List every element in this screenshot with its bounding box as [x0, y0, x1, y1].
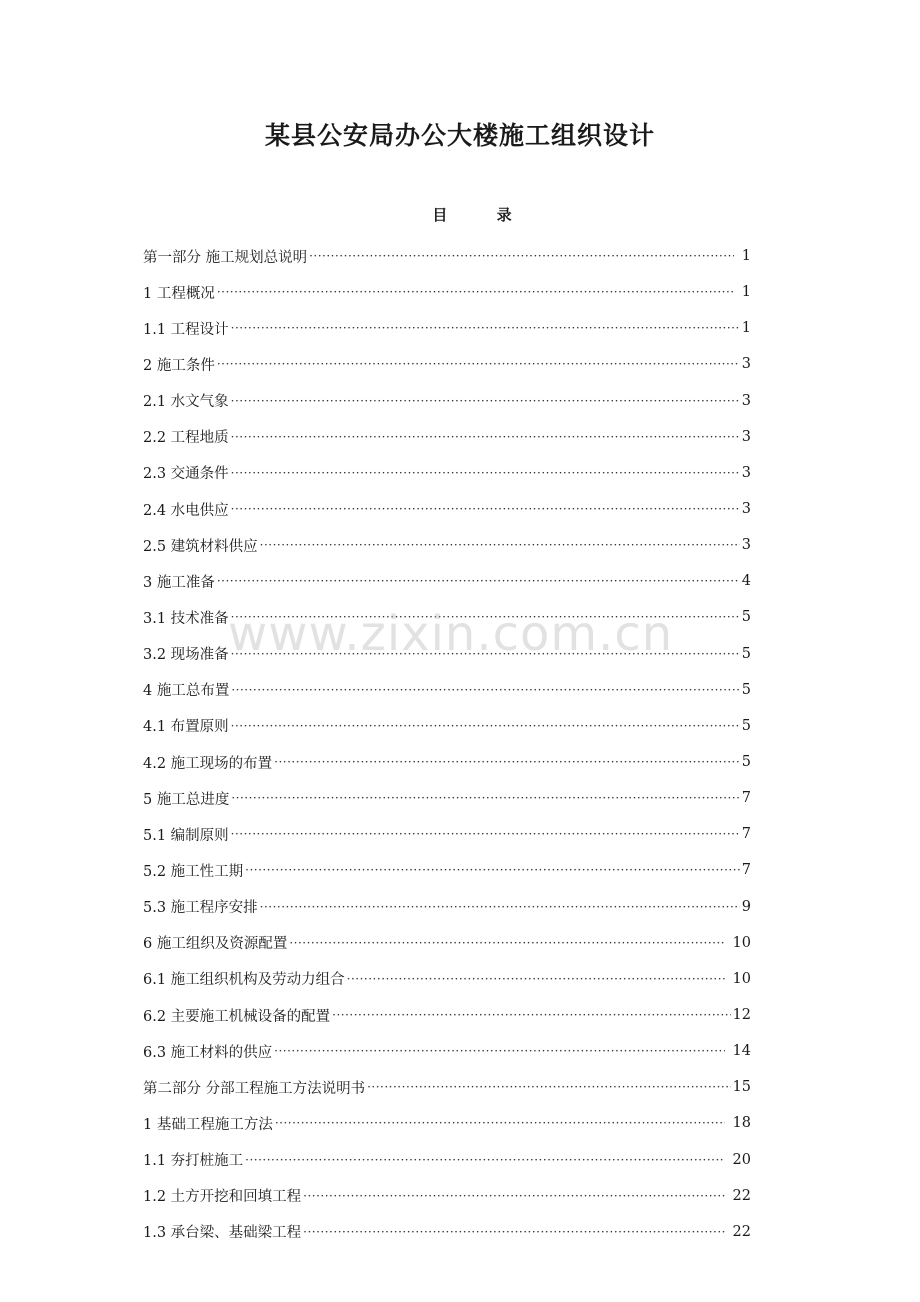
- toc-leader-dots: [260, 897, 740, 917]
- toc-entry-page: 12: [732, 1007, 751, 1024]
- toc-entry-label: 6.1 施工组织机构及劳动力组合: [143, 972, 345, 989]
- toc-entry[interactable]: [143, 310, 751, 346]
- toc-leader-dots: [274, 1041, 724, 1061]
- toc-entry-page: 4: [741, 573, 751, 590]
- toc-leader-dots: [217, 571, 740, 591]
- toc-entry-label: 6 施工组织及资源配置: [143, 936, 288, 953]
- toc-entry[interactable]: [143, 744, 751, 780]
- toc-leader-dots: [332, 1005, 730, 1025]
- toc-leader-dots: [303, 1222, 724, 1242]
- toc-entry-label: 6.2 主要施工机械设备的配置: [143, 1008, 331, 1025]
- toc-leader-dots: [274, 752, 740, 772]
- toc-leader-dots: [231, 680, 739, 700]
- toc-leader-dots: [217, 282, 734, 302]
- toc-leader-dots: [231, 391, 740, 411]
- toc-entry-label: 1.1 工程设计: [143, 321, 229, 338]
- toc-entry-label: 6.3 施工材料的供应: [143, 1044, 273, 1061]
- toc-entry[interactable]: [143, 997, 751, 1033]
- toc-leader-dots: [217, 354, 740, 374]
- toc-leader-dots: [245, 860, 740, 880]
- toc-entry-page: 22: [732, 1187, 751, 1204]
- toc-entry-label: 1 基础工程施工方法: [143, 1116, 273, 1133]
- toc-entry-label: 2.3 交通条件: [143, 466, 229, 483]
- toc-entry-label: 5.3 施工程序安排: [143, 900, 258, 917]
- toc-entry[interactable]: [143, 238, 751, 274]
- toc-entry-label: 2.1 水文气象: [143, 394, 229, 411]
- toc-entry-label: 2.5 建筑材料供应: [143, 538, 258, 555]
- toc-entry-page: 5: [741, 754, 751, 771]
- toc-entry-label: 1.3 承台梁、基础梁工程: [143, 1225, 302, 1242]
- toc-entry-label: 5 施工总进度: [143, 791, 230, 808]
- toc-entry-page: 5: [741, 717, 751, 734]
- toc-entry[interactable]: [143, 816, 751, 852]
- toc-entry[interactable]: [143, 1033, 751, 1069]
- toc-entry[interactable]: [143, 383, 751, 419]
- toc-leader-dots: [367, 1077, 730, 1097]
- toc-entry[interactable]: [143, 1105, 751, 1141]
- toc-leader-dots: [245, 1150, 724, 1170]
- toc-entry[interactable]: [143, 563, 751, 599]
- toc-heading: 目 录: [432, 206, 534, 224]
- toc-entry[interactable]: [143, 1214, 751, 1250]
- page-title: 某县公安局办公大楼施工组织设计: [264, 121, 655, 150]
- toc-entry-page: 3: [741, 356, 751, 373]
- toc-entry-page: 7: [741, 826, 751, 843]
- toc-entry-page: 7: [741, 862, 751, 879]
- toc-leader-dots: [231, 716, 740, 736]
- toc-entry-page: 3: [741, 464, 751, 481]
- toc-entry[interactable]: [143, 889, 751, 925]
- toc-entry-page: 1: [741, 284, 751, 301]
- toc-entry-page: 7: [741, 790, 751, 807]
- toc-leader-dots: [260, 535, 740, 555]
- table-of-contents: [143, 238, 751, 1250]
- toc-entry-page: 3: [741, 501, 751, 518]
- toc-entry[interactable]: [143, 1178, 751, 1214]
- toc-entry[interactable]: [143, 1069, 751, 1105]
- toc-entry[interactable]: [143, 455, 751, 491]
- toc-entry[interactable]: [143, 780, 751, 816]
- toc-entry-page: 18: [732, 1115, 751, 1132]
- toc-entry[interactable]: [143, 527, 751, 563]
- toc-entry[interactable]: [143, 708, 751, 744]
- toc-entry-label: 3 施工准备: [143, 574, 215, 591]
- toc-entry[interactable]: [143, 491, 751, 527]
- toc-leader-dots: [231, 644, 740, 664]
- toc-entry-page: 5: [741, 681, 751, 698]
- toc-entry[interactable]: [143, 599, 751, 635]
- toc-entry-label: 第一部分 施工规划总说明: [143, 249, 308, 266]
- toc-entry-label: 4.1 布置原则: [143, 719, 229, 736]
- toc-entry-page: 1: [741, 320, 751, 337]
- toc-entry[interactable]: [143, 961, 751, 997]
- toc-entry[interactable]: [143, 672, 751, 708]
- toc-entry-page: 22: [732, 1223, 751, 1240]
- toc-entry-page: 3: [741, 537, 751, 554]
- toc-entry-label: 5.1 编制原则: [143, 827, 229, 844]
- toc-entry-label: 1.1 夯打桩施工: [143, 1153, 244, 1170]
- toc-leader-dots: [231, 499, 740, 519]
- toc-entry[interactable]: [143, 1142, 751, 1178]
- toc-leader-dots: [231, 318, 740, 338]
- toc-entry-page: 5: [741, 609, 751, 626]
- toc-entry[interactable]: [143, 346, 751, 382]
- toc-leader-dots: [231, 788, 739, 808]
- toc-entry[interactable]: [143, 925, 751, 961]
- toc-entry[interactable]: [143, 419, 751, 455]
- toc-entry-page: 10: [732, 970, 751, 987]
- toc-entry-label: 1.2 土方开挖和回填工程: [143, 1189, 302, 1206]
- toc-entry-label: 2.4 水电供应: [143, 502, 229, 519]
- toc-entry[interactable]: [143, 636, 751, 672]
- toc-entry-label: 3.1 技术准备: [143, 610, 229, 627]
- toc-leader-dots: [289, 933, 724, 953]
- watermark: www.zixin.com.cn: [228, 606, 674, 662]
- toc-entry-page: 3: [741, 392, 751, 409]
- toc-leader-dots: [231, 463, 740, 483]
- toc-entry[interactable]: [143, 852, 751, 888]
- toc-entry[interactable]: [143, 274, 751, 310]
- toc-entry-label: 2 施工条件: [143, 357, 215, 374]
- toc-leader-dots: [303, 1186, 724, 1206]
- toc-leader-dots: [309, 246, 734, 266]
- toc-entry-page: 14: [732, 1043, 751, 1060]
- toc-entry-page: 5: [741, 645, 751, 662]
- toc-entry-label: 第二部分 分部工程施工方法说明书: [143, 1080, 366, 1097]
- toc-entry-label: 1 工程概况: [143, 285, 215, 302]
- toc-entry-page: 9: [741, 898, 751, 915]
- toc-entry-label: 4 施工总布置: [143, 683, 230, 700]
- toc-leader-dots: [231, 427, 740, 447]
- toc-entry-page: 15: [732, 1079, 751, 1096]
- toc-entry-label: 5.2 施工性工期: [143, 863, 244, 880]
- toc-entry-label: 3.2 现场准备: [143, 647, 229, 664]
- toc-leader-dots: [231, 824, 740, 844]
- toc-entry-label: 2.2 工程地质: [143, 430, 229, 447]
- toc-leader-dots: [231, 607, 740, 627]
- toc-entry-page: 10: [732, 934, 751, 951]
- toc-leader-dots: [275, 1113, 725, 1133]
- toc-entry-page: 3: [741, 428, 751, 445]
- toc-entry-page: 1: [741, 248, 751, 265]
- toc-leader-dots: [347, 969, 725, 989]
- toc-entry-label: 4.2 施工现场的布置: [143, 755, 273, 772]
- toc-entry-page: 20: [732, 1151, 751, 1168]
